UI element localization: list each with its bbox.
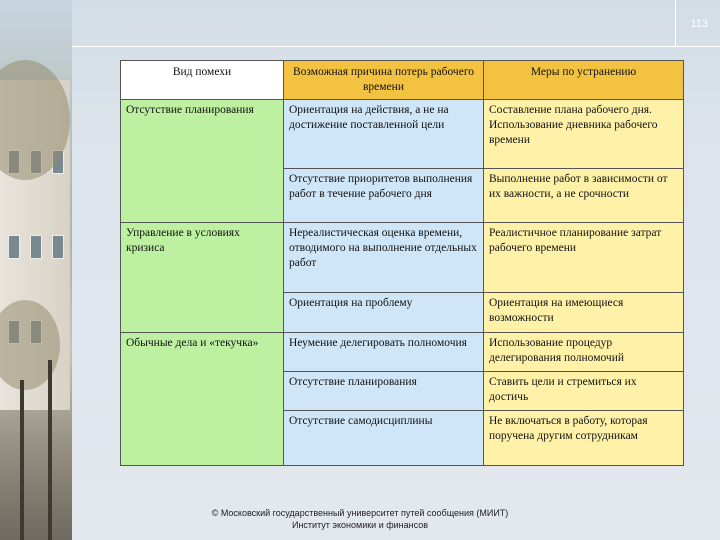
measure-cell: Ориентация на имеющиеся возможности	[484, 293, 684, 333]
measure-cell: Ставить цели и стремиться их достичь	[484, 372, 684, 411]
footer-copyright: © Московский государственный университет путей сообщения (МИИТ)	[211, 508, 509, 518]
tree-trunk	[20, 380, 24, 540]
header-divider	[72, 46, 720, 47]
table-row	[121, 333, 684, 372]
cause-cell: Отсутствие планирования	[284, 372, 484, 411]
tree-trunk	[48, 360, 52, 540]
window-shape	[8, 235, 20, 259]
cause-cell: Ориентация на проблему	[284, 293, 484, 333]
interference-type-cell: Обычные дела и «текучка»	[121, 333, 284, 466]
header-measure: Меры по устранению	[484, 61, 684, 100]
header-cause: Возможная причина потерь рабочего времени	[284, 61, 484, 100]
time-loss-table	[120, 60, 684, 466]
window-shape	[30, 235, 42, 259]
cause-cell: Отсутствие самодисциплины	[284, 411, 484, 466]
cause-cell: Ориентация на действия, а не на достижение поставленной цели	[284, 100, 484, 169]
measure-cell: Не включаться в работу, которая поручена другим сотрудникам	[484, 411, 684, 466]
background-photo	[0, 0, 80, 540]
interference-type-cell: Отсутствие планирования	[121, 100, 284, 223]
table-row	[121, 223, 684, 293]
interference-type-cell: Управление в условиях кризиса	[121, 223, 284, 333]
measure-cell: Реалистичное планирование затрат рабочего времени	[484, 223, 684, 293]
cause-cell: Неумение делегировать полномочия	[284, 333, 484, 372]
window-shape	[52, 235, 64, 259]
measure-cell: Использование процедур делегирования полномочий	[484, 333, 684, 372]
footer-institute: Институт экономики и финансов	[291, 520, 429, 530]
page-number: 113	[690, 18, 708, 30]
header-vertical-divider	[675, 0, 676, 48]
cause-cell: Нереалистическая оценка времени, отводимого на выполнение отдельных работ	[284, 223, 484, 293]
footer	[160, 507, 560, 531]
measure-cell: Составление плана рабочего дня. Использование дневника рабочего времени	[484, 100, 684, 169]
measure-cell: Выполнение работ в зависимости от их важности, а не срочности	[484, 169, 684, 223]
table-row	[121, 100, 684, 169]
header-type: Вид помехи	[121, 61, 284, 100]
cause-cell: Отсутствие приоритетов выполнения работ в течение рабочего дня	[284, 169, 484, 223]
table-header-row	[121, 61, 684, 100]
